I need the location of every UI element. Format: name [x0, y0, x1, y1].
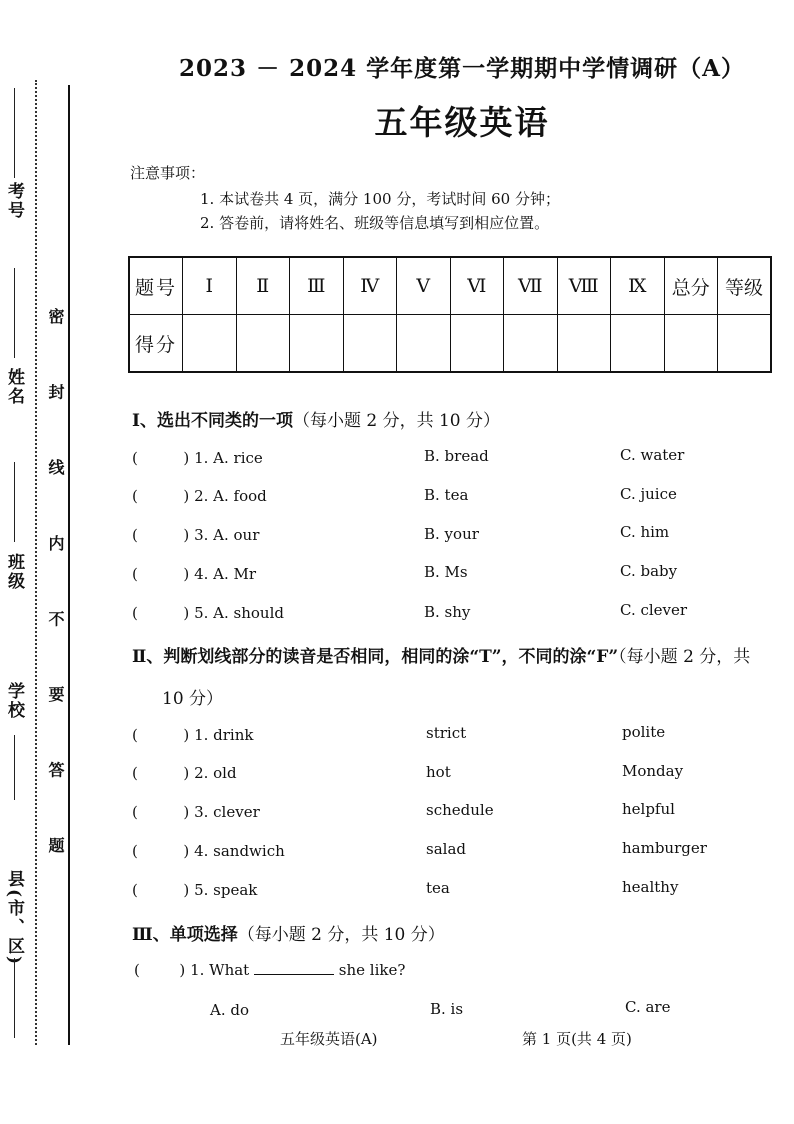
col-header-grade: 等级	[718, 257, 772, 315]
word-b: strict	[426, 724, 467, 742]
option-a: A. rice	[213, 449, 263, 467]
score-table	[128, 256, 772, 373]
table-row-scores	[129, 315, 771, 373]
question-row	[132, 842, 285, 860]
question-row	[132, 565, 256, 583]
score-cell[interactable]	[557, 315, 611, 373]
question-row	[132, 487, 267, 505]
question-row	[132, 881, 257, 899]
score-cell[interactable]	[290, 315, 344, 373]
section1-points: （每小题 2 分，共 10 分）	[292, 411, 501, 431]
word-a: drink	[213, 726, 254, 744]
answer-paren-close: )	[183, 604, 190, 622]
school-line	[14, 735, 15, 800]
field-name: 姓名	[4, 368, 24, 406]
word-a: clever	[213, 803, 260, 821]
section2-points: （每小题 2 分，共	[618, 647, 751, 667]
score-cell[interactable]	[664, 315, 718, 373]
answer-paren-close: )	[183, 449, 190, 467]
word-b: schedule	[426, 801, 494, 819]
answer-paren-close: )	[183, 487, 190, 505]
option-a: A. do	[210, 1001, 250, 1019]
answer-paren-close: )	[183, 565, 190, 583]
option-b: B. bread	[424, 447, 489, 465]
option-c: C. baby	[620, 562, 678, 580]
question-number: 3.	[194, 803, 209, 821]
col-header: Ⅷ	[557, 257, 611, 315]
answer-paren-open: (	[132, 449, 138, 467]
row-label-question-number: 题号	[129, 257, 183, 315]
exam-subject: 五年级英语	[374, 103, 550, 142]
option-a: A. our	[213, 526, 260, 544]
word-a: sandwich	[213, 842, 285, 860]
question-row	[134, 961, 405, 979]
col-header-total: 总分	[664, 257, 718, 315]
option-a: A. Mr	[213, 565, 257, 583]
col-header: Ⅶ	[504, 257, 558, 315]
question-row	[132, 526, 259, 544]
option-c: C. juice	[620, 485, 677, 503]
field-school: 学校	[4, 682, 24, 720]
question-number: 1.	[190, 961, 205, 979]
section1-heading	[132, 406, 500, 431]
question-row	[132, 726, 253, 744]
word-b: salad	[426, 840, 466, 858]
question-row	[132, 449, 263, 467]
score-cell[interactable]	[611, 315, 665, 373]
question-text-after: she like?	[338, 961, 406, 979]
score-cell[interactable]	[397, 315, 451, 373]
col-header: Ⅴ	[397, 257, 451, 315]
answer-paren-close: )	[183, 764, 190, 782]
word-c: polite	[622, 723, 666, 741]
section2-title: Ⅱ、判断划线部分的读音是否相同，相同的涂“T”，不同的涂“F”	[132, 647, 619, 667]
score-cell[interactable]	[236, 315, 290, 373]
answer-paren-open: (	[132, 881, 138, 899]
answer-paren-close: )	[183, 726, 190, 744]
section3-points: （每小题 2 分，共 10 分）	[237, 925, 445, 945]
section2-heading	[132, 642, 750, 667]
section2-points-line2: 10 分）	[162, 689, 224, 709]
section2-points-cont	[162, 684, 223, 709]
answer-paren-close: )	[183, 526, 190, 544]
footer-page-number: 第 1 页(共 4 页)	[522, 1030, 632, 1048]
question-number: 2.	[194, 487, 209, 505]
option-c: C. him	[620, 523, 670, 541]
word-a: old	[213, 764, 237, 782]
option-b: B. Ms	[424, 563, 468, 581]
row-label-score: 得分	[129, 315, 183, 373]
answer-paren-open: (	[132, 526, 138, 544]
question-number: 3.	[194, 526, 209, 544]
question-number: 5.	[194, 604, 209, 622]
score-cell[interactable]	[718, 315, 772, 373]
answer-paren-close: )	[183, 842, 190, 860]
section1-title: Ⅰ、选出不同类的一项	[132, 411, 293, 431]
answer-paren-close: )	[179, 961, 186, 979]
word-a: speak	[213, 881, 258, 899]
county-line	[14, 958, 15, 1038]
option-b: B. is	[430, 1000, 464, 1018]
question-row	[132, 604, 284, 622]
note-2: 2. 答卷前，请将姓名、班级等信息填写到相应位置。	[200, 214, 550, 232]
option-c: C. water	[620, 446, 685, 464]
answer-paren-open: (	[132, 487, 138, 505]
question-row	[132, 764, 237, 782]
note-1: 1. 本试卷共 4 页，满分 100 分，考试时间 60 分钟；	[200, 190, 560, 208]
question-number: 4.	[194, 842, 209, 860]
question-number: 2.	[194, 764, 209, 782]
option-b: B. your	[424, 525, 479, 543]
footer-subject: 五年级英语(A)	[280, 1030, 378, 1048]
col-header: Ⅱ	[236, 257, 290, 315]
margin-dotted-line	[35, 80, 37, 1045]
question-text-before: What	[209, 961, 250, 979]
answer-paren-open: (	[132, 565, 138, 583]
word-c: Monday	[622, 762, 684, 780]
question-number: 1.	[194, 449, 209, 467]
seal-line-text: 密 封 线 内 不 要 答 题	[46, 308, 65, 880]
score-cell[interactable]	[183, 315, 237, 373]
question-row	[132, 803, 260, 821]
word-b: hot	[426, 763, 451, 781]
option-c: C. are	[625, 998, 671, 1016]
field-class: 班级	[4, 553, 24, 591]
answer-paren-open: (	[132, 764, 138, 782]
col-header: Ⅲ	[290, 257, 344, 315]
col-header: Ⅸ	[611, 257, 665, 315]
table-row-headers	[129, 257, 771, 315]
option-a: A. should	[213, 604, 284, 622]
exam-title: 2023 － 2024 学年度第一学期期中学情调研（A）	[179, 55, 745, 82]
word-c: healthy	[622, 878, 679, 896]
fill-in-blank[interactable]	[254, 974, 334, 975]
answer-paren-close: )	[183, 803, 190, 821]
field-exam-number: 考号	[4, 182, 24, 220]
score-cell[interactable]	[504, 315, 558, 373]
score-cell[interactable]	[450, 315, 504, 373]
score-cell[interactable]	[343, 315, 397, 373]
col-header: Ⅵ	[450, 257, 504, 315]
question-number: 1.	[194, 726, 209, 744]
answer-paren-open: (	[132, 726, 138, 744]
answer-paren-open: (	[134, 961, 140, 979]
word-b: tea	[426, 879, 450, 897]
answer-paren-open: (	[132, 803, 138, 821]
section3-title: Ⅲ、单项选择	[132, 925, 238, 945]
question-number: 5.	[194, 881, 209, 899]
class-line	[14, 462, 15, 542]
margin-solid-line	[68, 85, 70, 1045]
field-county: 县(市、区)	[4, 870, 24, 967]
name-line	[14, 268, 15, 358]
section3-heading	[132, 920, 445, 945]
word-c: hamburger	[622, 839, 707, 857]
col-header: Ⅰ	[183, 257, 237, 315]
option-a: A. food	[213, 487, 267, 505]
option-b: B. shy	[424, 603, 471, 621]
notes-heading: 注意事项：	[130, 164, 206, 182]
exam-number-line	[14, 88, 15, 178]
col-header: Ⅳ	[343, 257, 397, 315]
option-b: B. tea	[424, 486, 469, 504]
answer-paren-open: (	[132, 842, 138, 860]
option-c: C. clever	[620, 601, 688, 619]
answer-paren-open: (	[132, 604, 138, 622]
question-number: 4.	[194, 565, 209, 583]
answer-paren-close: )	[183, 881, 190, 899]
word-c: helpful	[622, 800, 675, 818]
